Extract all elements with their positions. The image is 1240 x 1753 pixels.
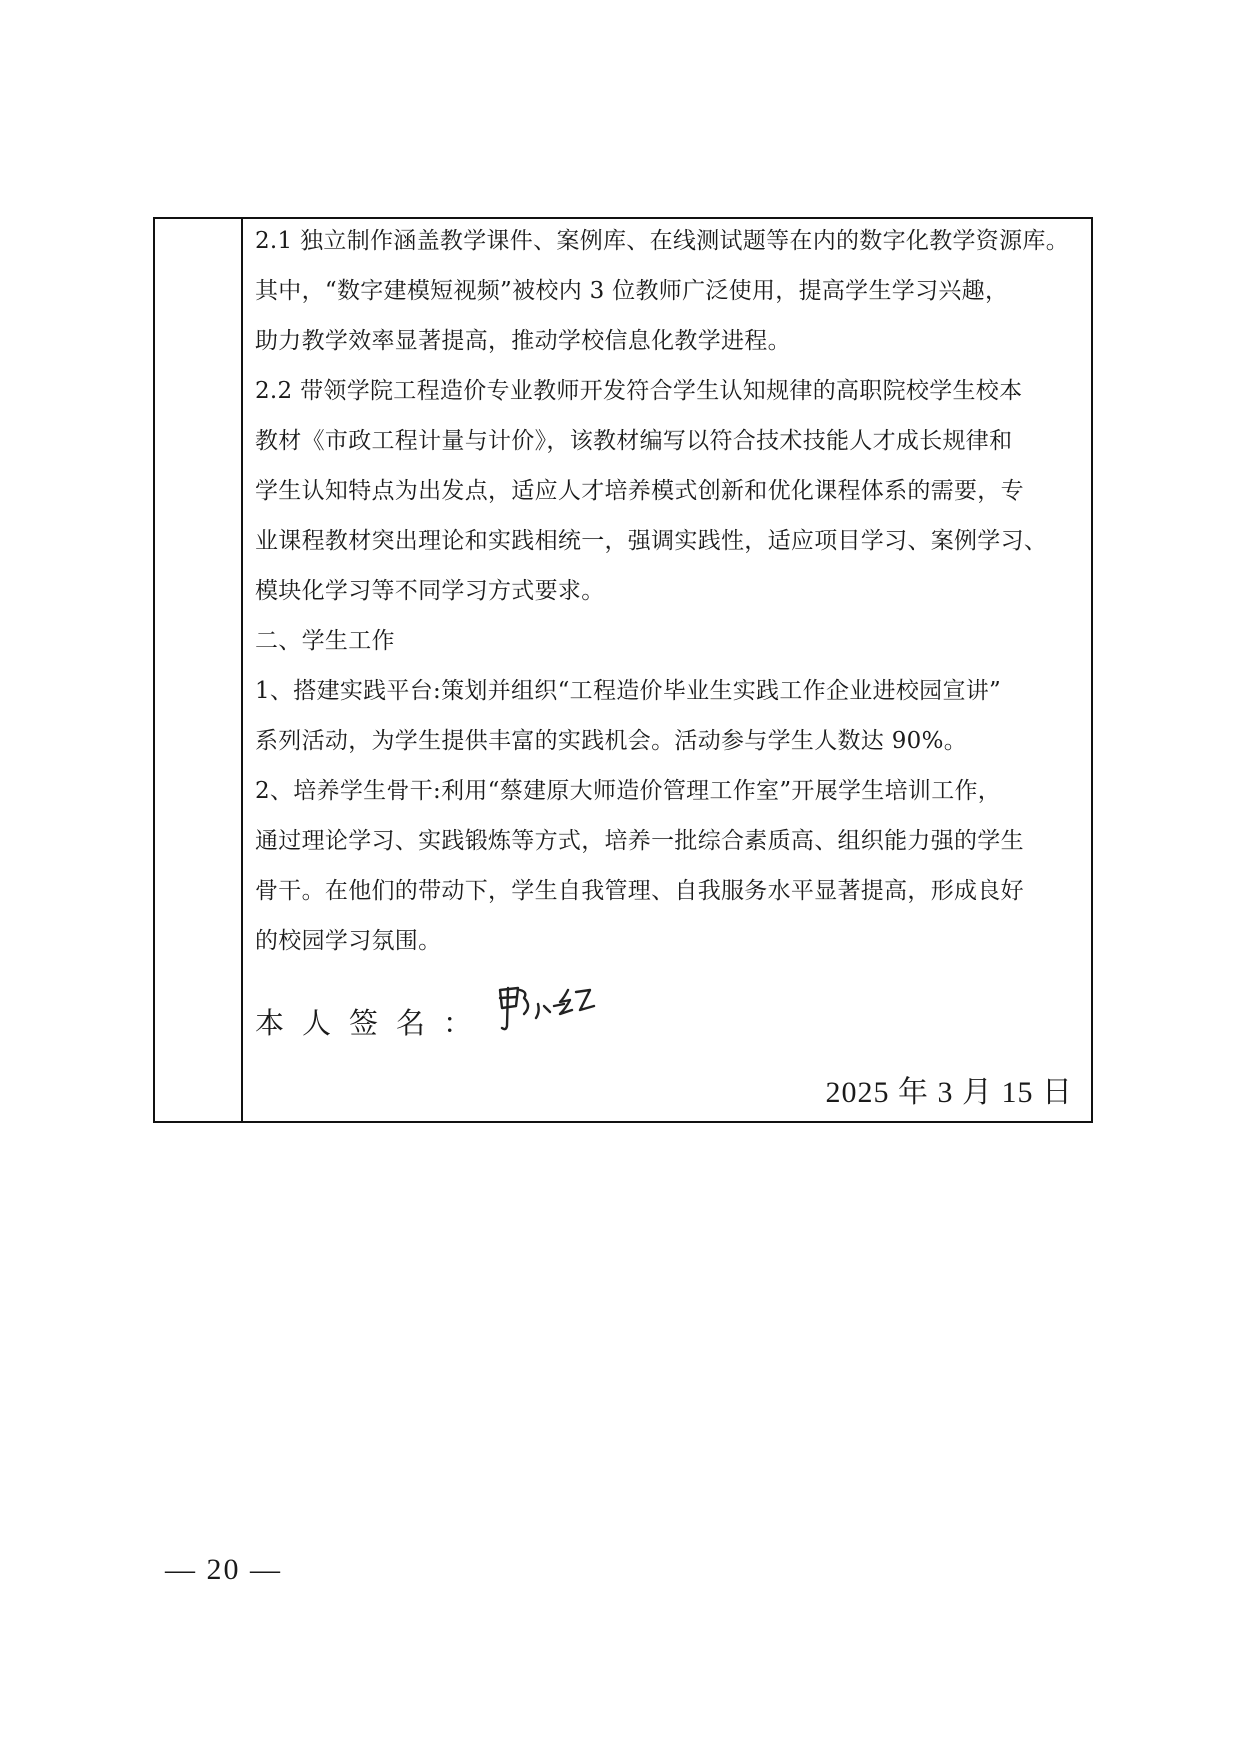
text-line: 其中，“数字建模短视频”被校内 3 位教师广泛使用，提高学生学习兴趣， [255,278,1009,304]
text-line: 助力教学效率显著提高，推动学校信息化教学进程。 [255,328,791,354]
text-line: 1、搭建实践平台:策划并组织“工程造价毕业生实践工作企业进校园宣讲” [255,678,1002,704]
text-line: 的校园学习氛围。 [255,928,442,954]
text-line: 2、培养学生骨干:利用“蔡建原大师造价管理工作室”开展学生培训工作， [255,778,1002,804]
text-line: 通过理论学习、实践锻炼等方式，培养一批综合素质高、组织能力强的学生 [255,828,1024,854]
form-table [153,217,1093,1123]
item-1-paragraph [255,666,1081,766]
text-line: 2.1 独立制作涵盖教学课件、案例库、在线测试题等在内的数字化教学资源库。 [255,228,1069,254]
handwritten-signature [494,976,604,1036]
content-column [243,219,1091,1121]
label-column [155,219,243,1121]
text-line: 业课程教材突出理论和实践相统一，强调实践性，适应项目学习、案例学习、 [255,528,1048,554]
text-line: 模块化学习等不同学习方式要求。 [255,578,605,604]
text-line: 系列活动，为学生提供丰富的实践机会。活动参与学生人数达 90%。 [255,728,968,754]
text-line: 2.2 带领学院工程造价专业教师开发符合学生认知规律的高职院校学生校本 [255,378,1023,404]
signature-row [255,991,604,1051]
item-2-paragraph [255,766,1081,966]
text-line: 骨干。在他们的带动下，学生自我管理、自我服务水平显著提高，形成良好 [255,878,1024,904]
section-2-1-paragraph [255,216,1081,366]
heading-text: 二、学生工作 [255,628,395,654]
signature-label: 本人签名： [255,1005,491,1040]
text-line: 学生认知特点为出发点，适应人才培养模式创新和优化课程体系的需要，专 [255,478,1024,504]
student-work-heading [255,616,1081,666]
page-number: — 20 — [165,1553,282,1586]
text-line: 教材《市政工程计量与计价》，该教材编写以符合技术技能人才成长规律和 [255,428,1013,454]
section-2-2-paragraph [255,366,1081,616]
signature-date: 2025 年 3 月 15 日 [825,1076,1073,1109]
